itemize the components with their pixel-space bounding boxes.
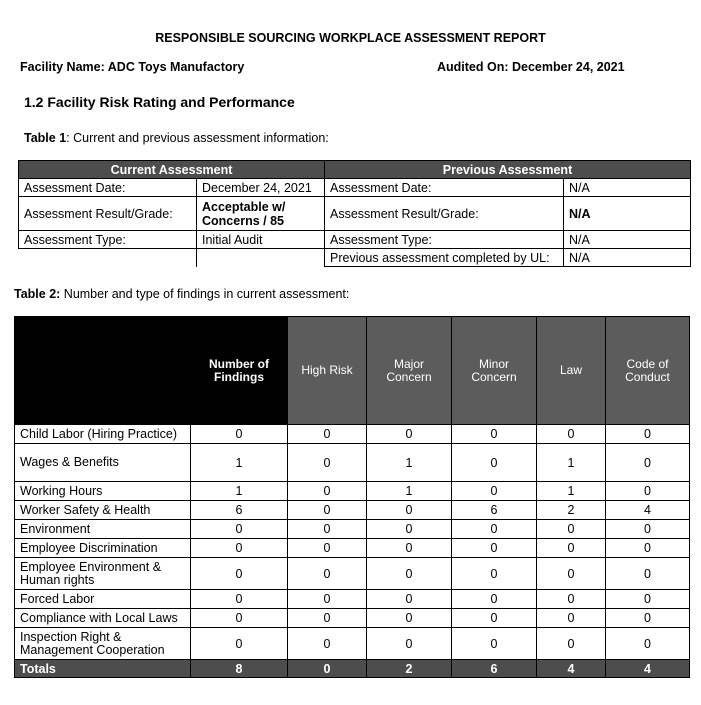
category-cell — [15, 501, 191, 520]
table-row — [15, 501, 690, 520]
value-cell: 0 — [452, 590, 537, 609]
category-line: Child Labor (Hiring Practice) — [20, 426, 178, 441]
table1-caption-label: Table 1 — [24, 131, 67, 145]
category-cell — [15, 609, 191, 628]
category-header — [15, 317, 191, 425]
value-cell: 0 — [367, 501, 452, 520]
value-cell: 0 — [537, 520, 606, 539]
table-row — [15, 482, 690, 501]
table-row — [15, 558, 690, 590]
previous-assessment-header: Previous Assessment — [325, 161, 691, 179]
header-line: Concern — [471, 369, 517, 384]
category-cell — [15, 444, 191, 482]
value-cell: 0 — [452, 628, 537, 660]
previous-type-value: N/A — [564, 231, 691, 249]
value-cell: 0 — [191, 558, 288, 590]
table2-caption-label: Table 2: — [14, 287, 61, 301]
value-cell: 0 — [367, 558, 452, 590]
category-line: Wages & Benefits — [20, 455, 119, 469]
totals-cell: 4 — [606, 660, 690, 678]
previous-type-label: Assessment Type: — [325, 231, 564, 249]
facility-name: Facility Name: ADC Toys Manufactory — [20, 60, 245, 74]
category-cell — [15, 628, 191, 660]
header-line: Major — [393, 356, 424, 371]
category-line: Working Hours — [20, 483, 103, 498]
previous-result-label: Assessment Result/Grade: — [325, 197, 564, 231]
header-line: Findings — [214, 369, 264, 384]
high-risk-header — [288, 317, 367, 425]
header-line: Minor — [478, 356, 509, 371]
table-row — [15, 539, 690, 558]
header-line: Law — [559, 363, 582, 377]
table-row — [15, 628, 690, 660]
findings-header — [191, 317, 288, 425]
value-cell: 6 — [452, 501, 537, 520]
category-cell — [15, 425, 191, 444]
value-cell: 0 — [288, 425, 367, 444]
value-cell: 0 — [452, 425, 537, 444]
category-line: Inspection Right & — [20, 629, 122, 644]
major-concern-header — [367, 317, 452, 425]
value-cell: 0 — [288, 444, 367, 482]
value-cell: 0 — [606, 444, 690, 482]
totals-row — [15, 660, 690, 678]
category-cell — [15, 482, 191, 501]
current-result-line-1: Acceptable w/ — [202, 199, 286, 214]
value-cell: 0 — [288, 539, 367, 558]
table-row — [15, 425, 690, 444]
value-cell: 0 — [191, 590, 288, 609]
blank-cell — [19, 249, 197, 267]
category-line: Compliance with Local Laws — [20, 610, 178, 625]
value-cell: 0 — [288, 558, 367, 590]
value-cell: 0 — [452, 539, 537, 558]
value-cell: 0 — [452, 482, 537, 501]
current-type-label: Assessment Type: — [19, 231, 197, 249]
category-cell — [15, 539, 191, 558]
value-cell: 0 — [191, 520, 288, 539]
totals-cell: 6 — [452, 660, 537, 678]
value-cell: 0 — [537, 628, 606, 660]
current-result-line-2: Concerns / 85 — [202, 213, 284, 228]
value-cell: 0 — [606, 590, 690, 609]
blank-cell — [197, 249, 325, 267]
value-cell: 0 — [191, 425, 288, 444]
value-cell: 0 — [606, 482, 690, 501]
category-cell — [15, 520, 191, 539]
value-cell: 1 — [191, 444, 288, 482]
value-cell: 0 — [452, 609, 537, 628]
value-cell: 2 — [537, 501, 606, 520]
value-cell: 0 — [288, 501, 367, 520]
value-cell: 1 — [367, 482, 452, 501]
previous-by-ul-label: Previous assessment completed by UL: — [325, 249, 564, 267]
value-cell: 0 — [452, 520, 537, 539]
category-line: Employee Discrimination — [20, 540, 158, 555]
category-line: Management Cooperation — [20, 642, 165, 657]
value-cell: 6 — [191, 501, 288, 520]
table2-caption — [14, 287, 349, 301]
minor-concern-header — [452, 317, 537, 425]
value-cell: 0 — [367, 628, 452, 660]
category-cell — [15, 590, 191, 609]
value-cell: 0 — [537, 539, 606, 558]
totals-label: Totals — [15, 660, 191, 678]
value-cell: 0 — [288, 628, 367, 660]
current-result-label: Assessment Result/Grade: — [19, 197, 197, 231]
value-cell: 1 — [191, 482, 288, 501]
value-cell: 1 — [367, 444, 452, 482]
previous-date-label: Assessment Date: — [325, 179, 564, 197]
totals-cell: 0 — [288, 660, 367, 678]
header-line: Number of — [209, 356, 269, 371]
report-title: RESPONSIBLE SOURCING WORKPLACE ASSESSMENT REPORT — [155, 31, 546, 45]
value-cell: 1 — [537, 444, 606, 482]
previous-date-value: N/A — [564, 179, 691, 197]
category-line: Forced Labor — [20, 591, 95, 606]
value-cell: 0 — [288, 590, 367, 609]
value-cell: 0 — [191, 628, 288, 660]
header-line: Code of — [626, 356, 669, 371]
assessment-info-table — [18, 160, 691, 267]
current-date-value: December 24, 2021 — [197, 179, 325, 197]
previous-by-ul-value: N/A — [564, 249, 691, 267]
category-cell — [15, 558, 191, 590]
value-cell: 0 — [606, 425, 690, 444]
current-assessment-header: Current Assessment — [19, 161, 325, 179]
value-cell: 0 — [606, 628, 690, 660]
value-cell: 0 — [537, 590, 606, 609]
category-line: Environment — [20, 521, 91, 536]
law-header — [537, 317, 606, 425]
value-cell: 0 — [606, 558, 690, 590]
value-cell: 0 — [191, 539, 288, 558]
value-cell: 0 — [288, 520, 367, 539]
value-cell: 0 — [288, 482, 367, 501]
totals-cell: 8 — [191, 660, 288, 678]
value-cell: 0 — [367, 590, 452, 609]
value-cell: 0 — [452, 558, 537, 590]
current-date-label: Assessment Date: — [19, 179, 197, 197]
category-line: Employee Environment & — [20, 559, 162, 574]
table1-caption-text: : Current and previous assessment information: — [66, 131, 329, 145]
value-cell: 0 — [367, 609, 452, 628]
table-row — [15, 609, 690, 628]
section-heading: 1.2 Facility Risk Rating and Performance — [24, 94, 295, 110]
table-row — [15, 444, 690, 482]
header-line: Concern — [386, 369, 432, 384]
value-cell: 4 — [606, 501, 690, 520]
value-cell: 0 — [537, 609, 606, 628]
code-of-conduct-header — [606, 317, 690, 425]
value-cell: 0 — [367, 520, 452, 539]
value-cell: 0 — [606, 609, 690, 628]
category-line: Human rights — [20, 572, 95, 587]
findings-table — [14, 316, 690, 678]
value-cell: 0 — [537, 558, 606, 590]
audit-date: Audited On: December 24, 2021 — [437, 60, 625, 74]
value-cell: 0 — [606, 520, 690, 539]
value-cell: 0 — [367, 425, 452, 444]
table-row — [15, 590, 690, 609]
table2-caption-text: Number and type of findings in current assessment: — [60, 287, 350, 301]
value-cell: 0 — [288, 609, 367, 628]
header-line: High Risk — [301, 363, 353, 377]
header-line: Conduct — [625, 369, 670, 384]
value-cell: 0 — [606, 539, 690, 558]
previous-result-value: N/A — [564, 197, 691, 231]
current-type-value: Initial Audit — [197, 231, 325, 249]
value-cell: 0 — [537, 425, 606, 444]
totals-cell: 4 — [537, 660, 606, 678]
value-cell: 0 — [367, 539, 452, 558]
current-result-value — [197, 197, 325, 231]
table-row — [15, 520, 690, 539]
value-cell: 0 — [452, 444, 537, 482]
totals-cell: 2 — [367, 660, 452, 678]
value-cell: 1 — [537, 482, 606, 501]
value-cell: 0 — [191, 609, 288, 628]
category-line: Worker Safety & Health — [20, 502, 151, 517]
table1-caption — [24, 131, 329, 145]
